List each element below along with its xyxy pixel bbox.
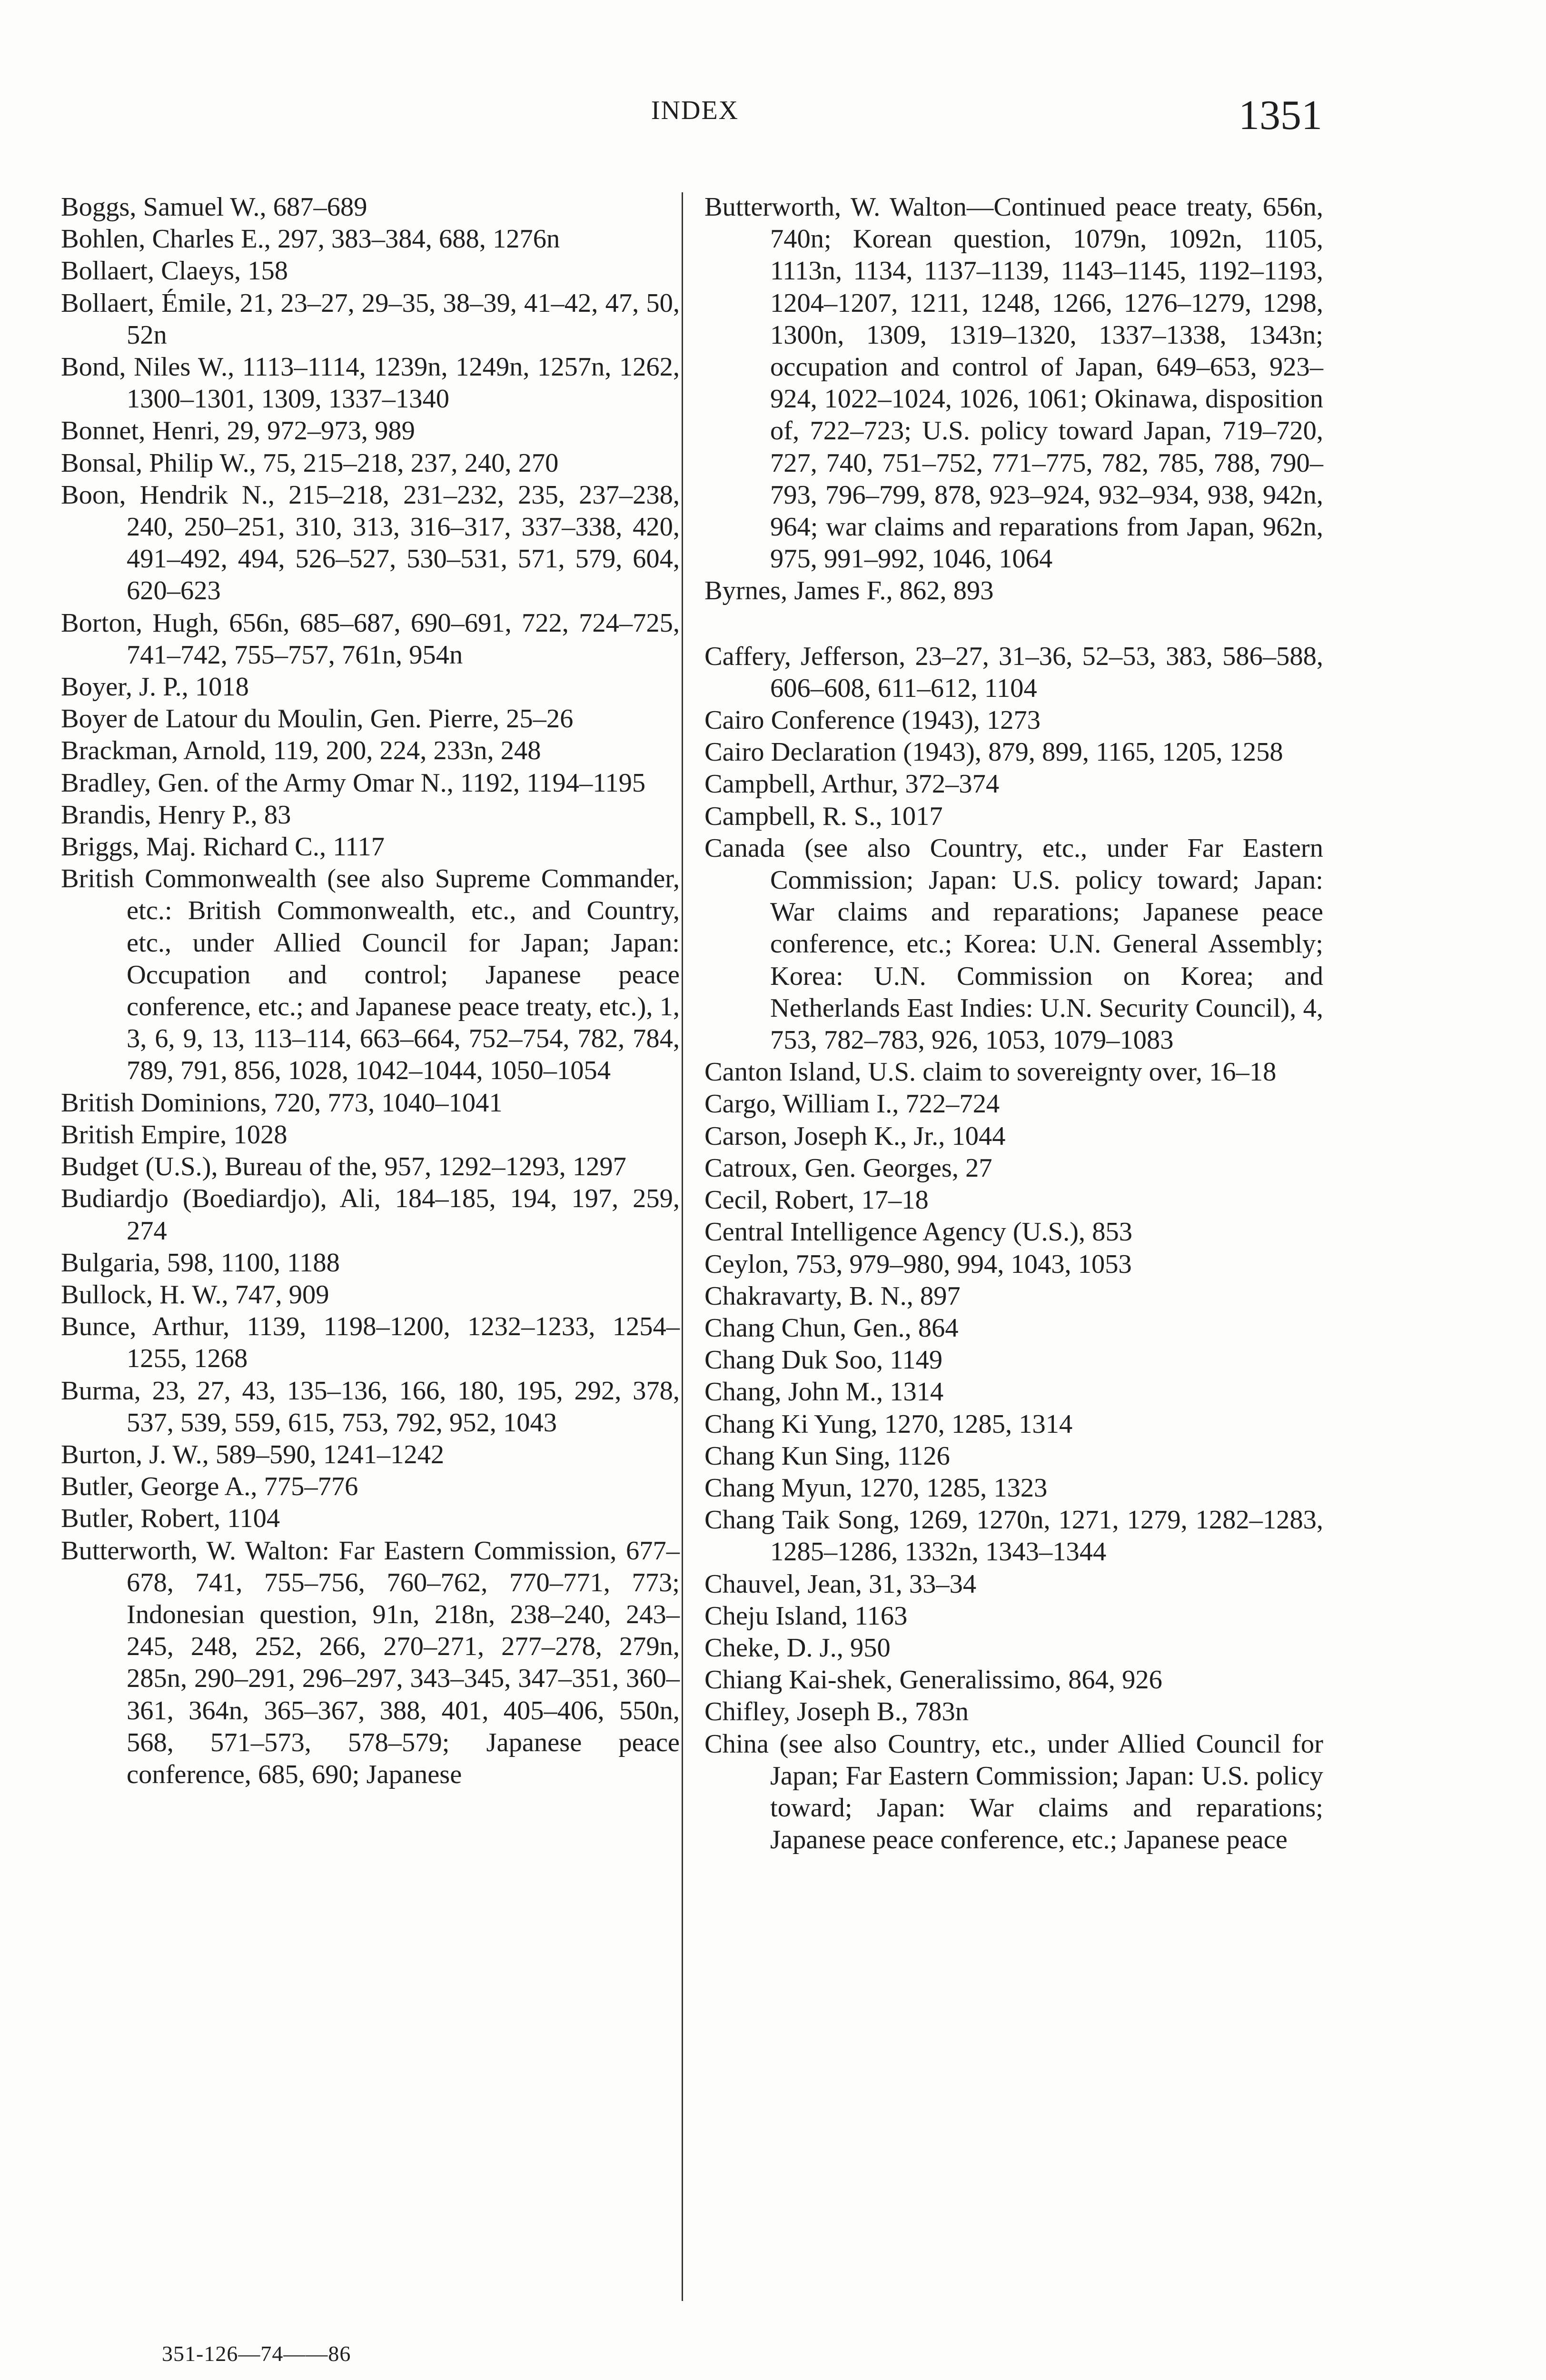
index-entry: Butterworth, W. Walton—Continued peace treaty, 656n, 740n; Korean question, 1079n, 1092n, 1105, 1113n, 1134, 1137–1139, 1143–1145, 1192–1193, 1204–1207, 1211, 1248, 1266, 1276–1279, 1298, 1300n, 1309, 1319–1320, 1337–1338, 1343n; occupation and control of Japan, 649–653, 923–924, 1022–1024, 1026, 1061; Okinawa, disposition of, 722–723; U.S. policy toward Japan, 719–720, 727, 740, 751–752, 771–775, 782, 785, 788, 790–793, 796–799, 878, 923–924, 932–934, 938, 942n, 964; war claims and reparations from Japan, 962n, 975, 991–992, 1046, 1064	[704, 192, 1323, 574]
column-divider	[682, 192, 683, 2301]
index-entry: Borton, Hugh, 656n, 685–687, 690–691, 722, 724–725, 741–742, 755–757, 761n, 954n	[61, 608, 680, 670]
index-entry: Boon, Hendrik N., 215–218, 231–232, 235, 237–238, 240, 250–251, 310, 313, 316–317, 337–338, 420, 491–492, 494, 526–527, 530–531, 571, 579, 604, 620–623	[61, 480, 680, 606]
index-entry: Chang Taik Song, 1269, 1270n, 1271, 1279, 1282–1283, 1285–1286, 1332n, 1343–1344	[704, 1505, 1323, 1567]
index-entry: British Commonwealth (see also Supreme Commander, etc.: British Commonwealth, etc., and Country, etc., under Allied Council for Japan; Japan: Occupation and control; Japanese peace conference, etc.; and Japanese peace treaty, etc.), 1, 3, 6, 9, 13, 113–114, 663–664, 752–754, 782, 784, 789, 791, 856, 1028, 1042–1044, 1050–1054	[61, 864, 680, 1086]
index-entry: Bond, Niles W., 1113–1114, 1239n, 1249n, 1257n, 1262, 1300–1301, 1309, 1337–1340	[61, 352, 680, 414]
index-entry: Chiang Kai-shek, Generalissimo, 864, 926	[704, 1665, 1162, 1695]
index-entry: Caffery, Jefferson, 23–27, 31–36, 52–53, 383, 586–588, 606–608, 611–612, 1104	[704, 641, 1323, 703]
index-entry: Chang Kun Sing, 1126	[704, 1441, 950, 1471]
index-entry: Boggs, Samuel W., 687–689	[61, 192, 367, 222]
index-entry: Cairo Declaration (1943), 879, 899, 1165, 1205, 1258	[704, 737, 1283, 767]
index-entry: Cheke, D. J., 950	[704, 1633, 891, 1663]
index-entry: Chang, John M., 1314	[704, 1377, 944, 1407]
index-entry: Chang Duk Soo, 1149	[704, 1345, 943, 1375]
index-entry: Briggs, Maj. Richard C., 1117	[61, 832, 385, 862]
index-entry: Brackman, Arnold, 119, 200, 224, 233n, 248	[61, 736, 541, 766]
right-column	[704, 191, 1323, 1856]
index-entry: Butler, George A., 775–776	[61, 1472, 358, 1502]
index-entry: Canada (see also Country, etc., under Far Eastern Commission; Japan: U.S. policy toward; Japan: War claims and reparations; Japanese peace conference, etc.; Korea: U.N. General Assembly; Korea: U.N. Commission on Korea; and Netherlands East Indies: U.N. Security Council), 4, 753, 782–783, 926, 1053, 1079–1083	[704, 833, 1323, 1055]
index-entry: Bollaert, Émile, 21, 23–27, 29–35, 38–39, 41–42, 47, 50, 52n	[61, 288, 680, 350]
index-entry: Cargo, William I., 722–724	[704, 1089, 1000, 1119]
index-entry: Butler, Robert, 1104	[61, 1504, 280, 1534]
index-entry: Chang Myun, 1270, 1285, 1323	[704, 1473, 1048, 1503]
index-entry: Bonsal, Philip W., 75, 215–218, 237, 240, 270	[61, 448, 559, 478]
index-entry: Bollaert, Claeys, 158	[61, 256, 288, 286]
index-entry: Central Intelligence Agency (U.S.), 853	[704, 1217, 1133, 1247]
index-entry: China (see also Country, etc., under Allied Council for Japan; Far Eastern Commission; Japan: U.S. policy toward; Japan: War claims and reparations; Japanese peace conference, etc.; Japanese peace	[704, 1729, 1323, 1855]
index-entry: Cheju Island, 1163	[704, 1601, 908, 1631]
index-entry: British Empire, 1028	[61, 1120, 287, 1150]
index-entry: Cecil, Robert, 17–18	[704, 1185, 929, 1215]
index-entry: Bullock, H. W., 747, 909	[61, 1279, 329, 1309]
index-entry: Burton, J. W., 589–590, 1241–1242	[61, 1439, 445, 1469]
index-entry: Bonnet, Henri, 29, 972–973, 989	[61, 416, 415, 446]
index-entry: Canton Island, U.S. claim to sovereignty over, 16–18	[704, 1057, 1277, 1087]
index-entry: Chang Ki Yung, 1270, 1285, 1314	[704, 1409, 1073, 1439]
page-number: 1351	[1239, 92, 1322, 139]
index-entry: Byrnes, James F., 862, 893	[704, 576, 994, 606]
index-entry: Chang Chun, Gen., 864	[704, 1313, 959, 1343]
index-entry: British Dominions, 720, 773, 1040–1041	[61, 1088, 503, 1118]
index-entry: Bulgaria, 598, 1100, 1188	[61, 1248, 340, 1278]
index-entry: Brandis, Henry P., 83	[61, 800, 291, 830]
left-column	[61, 191, 680, 1791]
index-entry: Burma, 23, 27, 43, 135–136, 166, 180, 195, 292, 378, 537, 539, 559, 615, 753, 792, 952, 1043	[61, 1376, 680, 1438]
index-entry: Catroux, Gen. Georges, 27	[704, 1153, 992, 1183]
index-entry: Bradley, Gen. of the Army Omar N., 1192, 1194–1195	[61, 768, 646, 798]
index-entry: Budget (U.S.), Bureau of the, 957, 1292–1293, 1297	[61, 1152, 626, 1182]
index-entry: Boyer, J. P., 1018	[61, 672, 249, 702]
index-entry: Bunce, Arthur, 1139, 1198–1200, 1232–1233, 1254–1255, 1268	[61, 1312, 680, 1374]
index-entry: Budiardjo (Boediardjo), Ali, 184–185, 194, 197, 259, 274	[61, 1184, 680, 1246]
index-entry: Butterworth, W. Walton: Far Eastern Commission, 677–678, 741, 755–756, 760–762, 770–771, 773; Indonesian question, 91n, 218n, 238–240, 243–245, 248, 252, 266, 270–271, 277–278, 279n, 285n, 290–291, 296–297, 343–345, 347–351, 360–361, 364n, 365–367, 388, 401, 405–406, 550n, 568, 571–573, 578–579; Japanese peace conference, 685, 690; Japanese	[61, 1536, 680, 1789]
index-entry: Ceylon, 753, 979–980, 994, 1043, 1053	[704, 1249, 1132, 1279]
letter-section-gap	[704, 607, 1323, 641]
index-entry: Campbell, Arthur, 372–374	[704, 769, 1000, 799]
running-head: INDEX	[651, 96, 739, 125]
index-entry: Cairo Conference (1943), 1273	[704, 705, 1041, 735]
index-entry: Campbell, R. S., 1017	[704, 801, 943, 831]
index-entry: Boyer de Latour du Moulin, Gen. Pierre, 25–26	[61, 704, 574, 734]
index-entry: Chifley, Joseph B., 783n	[704, 1697, 969, 1727]
index-entry: Chakravarty, B. N., 897	[704, 1281, 961, 1311]
index-entry: Carson, Joseph K., Jr., 1044	[704, 1121, 1006, 1151]
index-entry: Chauvel, Jean, 31, 33–34	[704, 1569, 977, 1599]
print-code: 351-126—74——86	[162, 2341, 351, 2366]
index-entry: Bohlen, Charles E., 297, 383–384, 688, 1276n	[61, 224, 560, 254]
